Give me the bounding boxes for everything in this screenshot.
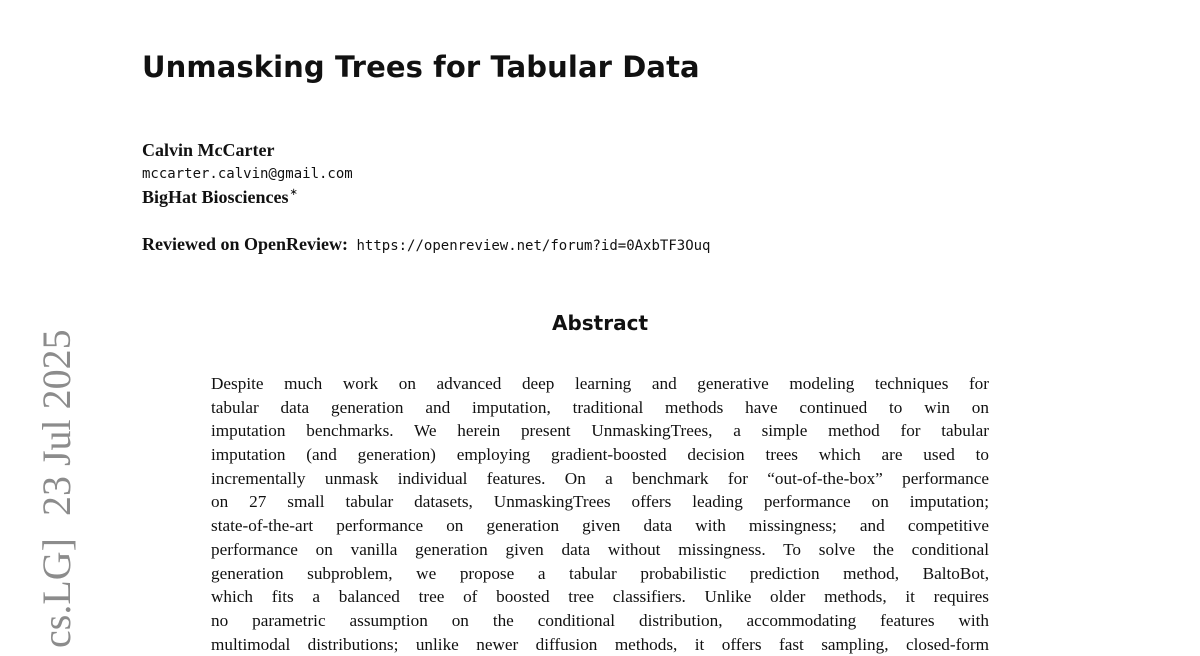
review-label: Reviewed on OpenReview: — [142, 234, 348, 254]
abstract-body — [211, 372, 989, 656]
abstract-line: on 27 small tabular datasets, UnmaskingTrees offers leading performance on imputation; — [211, 492, 989, 512]
abstract-line: no parametric assumption on the conditional distribution, accommodating features with — [211, 610, 989, 630]
arxiv-category: cs.LG] — [34, 538, 79, 648]
paper-title: Unmasking Trees for Tabular Data — [142, 50, 700, 84]
arxiv-sidebar-stamp — [34, 307, 79, 648]
affiliation-text: BigHat Biosciences — [142, 187, 289, 207]
abstract-line: incrementally unmask individual features. On a benchmark for “out-of-the-box” performance — [211, 468, 989, 488]
arxiv-date: 23 Jul 2025 — [34, 329, 79, 517]
abstract-line: multimodal distributions; unlike newer diffusion methods, it offers fast sampling, closed-form — [211, 634, 989, 654]
abstract-line: Despite much work on advanced deep learning and generative modeling techniques for — [211, 374, 989, 393]
abstract-line: which fits a balanced tree of boosted tree classifiers. Unlike older methods, it requires — [211, 587, 989, 607]
author-email: mccarter.calvin@gmail.com — [142, 166, 353, 182]
abstract-line: state-of-the-art performance on generation given data with missingness; and competitive — [211, 516, 989, 536]
author-affiliation — [142, 187, 298, 208]
review-line — [142, 234, 711, 255]
review-url-link[interactable]: https://openreview.net/forum?id=0AxbTF3Ouq — [356, 238, 711, 254]
abstract-line: tabular data generation and imputation, traditional methods have continued to win on — [211, 397, 989, 417]
affiliation-footnote-mark: ∗ — [289, 187, 298, 198]
abstract-line: imputation (and generation) employing gradient-boosted decision trees which are used to — [211, 445, 989, 465]
author-name: Calvin McCarter — [142, 140, 275, 160]
abstract-line: imputation benchmarks. We herein present UnmaskingTrees, a simple method for tabular — [211, 421, 989, 441]
abstract-line: performance on vanilla generation given data without missingness. To solve the conditional — [211, 539, 989, 559]
abstract-heading: Abstract — [551, 311, 649, 335]
abstract-line: generation subproblem, we propose a tabular probabilistic prediction method, BaltoBot, — [211, 563, 989, 583]
